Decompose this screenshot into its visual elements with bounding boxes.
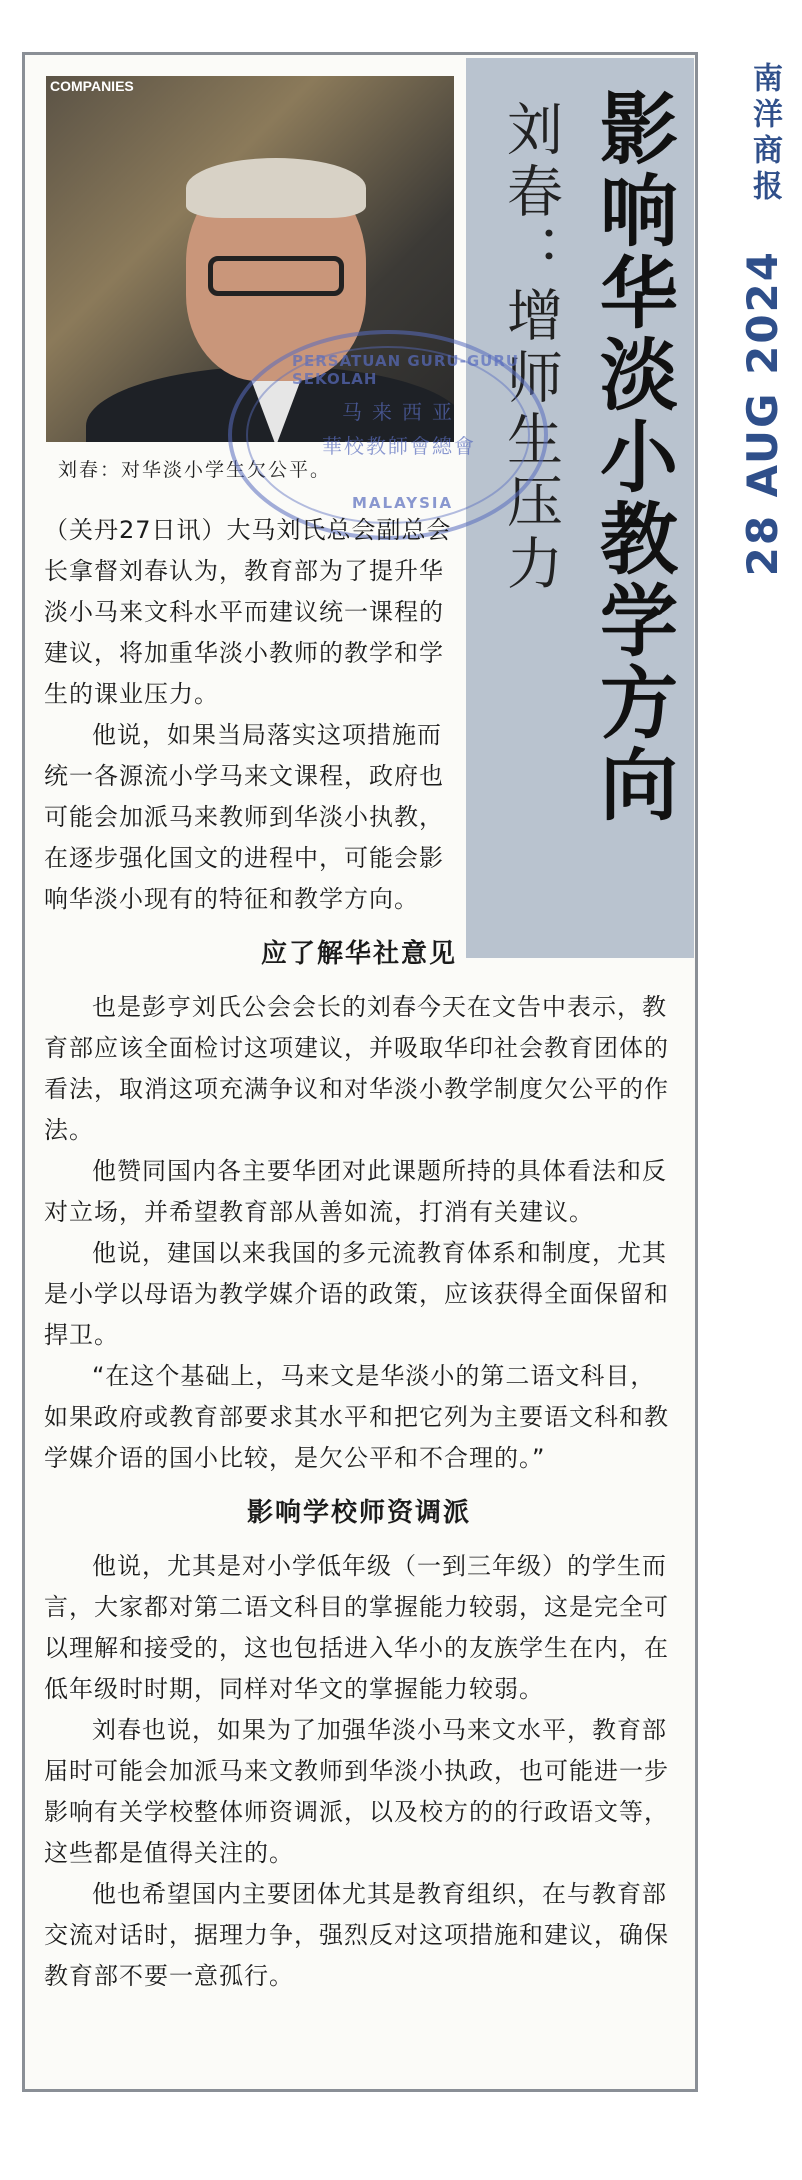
headline-sub: 刘春：增师生压力 bbox=[498, 100, 563, 596]
headline-main: 影响华淡小教学方向 bbox=[587, 88, 677, 826]
association-seal-stamp bbox=[228, 330, 548, 540]
hair-shape bbox=[186, 158, 366, 218]
glasses-icon bbox=[208, 256, 344, 296]
stamp-text-bottom: MALAYSIA bbox=[352, 494, 454, 512]
photo-caption: 刘春：对华淡小学生欠公平。 bbox=[58, 459, 332, 481]
article-body bbox=[44, 510, 674, 1997]
article-paragraph-9: 他也希望国内主要团体尤其是教育组织，在与教育部交流对话时，据理力争，强烈反对这项措施和建议，确保教育部不要一意孤行。 bbox=[44, 1880, 669, 1990]
article-paragraph-8: 刘春也说，如果为了加强华淡小马来文水平，教育部届时可能会加派马来文教师到华淡小执政，也可能进一步影响有关学校整体师资调派，以及校方的的行政语文等，这些都是值得关注的。 bbox=[44, 1716, 669, 1867]
stamp-text-chinese: 華校教師會總會 bbox=[322, 434, 476, 458]
article-paragraph-3: 也是彭亨刘氏公会会长的刘春今天在文告中表示，教育部应该全面检讨这项建议，并吸取华印社会教育团体的看法，取消这项充满争议和对华淡小教学制度欠公平的作法。 bbox=[44, 993, 669, 1144]
article-paragraph-4: 他赞同国内各主要华团对此课题所持的具体看法和反对立场，并希望教育部从善如流，打消有关建议。 bbox=[44, 1157, 667, 1226]
photo-background-sign: COMPANIES bbox=[50, 78, 134, 94]
article-paragraph-1: （关丹27日讯）大马刘氏总会副总会长拿督刘春认为，教育部为了提升华淡小马来文科水平而建议统一课程的建议，将加重华淡小教师的教学和学生的课业压力。 bbox=[44, 516, 452, 708]
stamp-text-middle: 马来西亚 bbox=[342, 400, 462, 424]
article-paragraph-5: 他说，建国以来我国的多元流教育体系和制度，尤其是小学以母语为教学媒介语的政策，应该获得全面保留和捍卫。 bbox=[44, 1239, 669, 1349]
publication-date: 28 AUG 2024 bbox=[738, 250, 787, 577]
newspaper-masthead: 南洋商报 bbox=[747, 62, 782, 206]
article-subheading-2: 影响学校师资调派 bbox=[246, 1498, 471, 1528]
article-subheading-1: 应了解华社意见 bbox=[260, 939, 457, 969]
article-paragraph-6: “在这个基础上，马来文是华淡小的第二语文科目，如果政府或教育部要求其水平和把它列为主要语文科和教学媒介语的国小比较，是欠公平和不合理的。” bbox=[44, 1362, 669, 1472]
article-paragraph-7: 他说，尤其是对小学低年级（一到三年级）的学生而言，大家都对第二语文科目的掌握能力较弱，这是完全可以理解和接受的，这也包括进入华小的友族学生在内，在低年级时时期，同样对华文的掌握能力较弱。 bbox=[44, 1552, 669, 1703]
stamp-text-top: PERSATUAN GURU-GURU SEKOLAH bbox=[292, 352, 520, 388]
article-paragraph-2: 他说，如果当局落实这项措施而统一各源流小学马来文课程，政府也可能会加派马来教师到华淡小执教，在逐步强化国文的进程中，可能会影响华淡小现有的特征和教学方向。 bbox=[44, 721, 444, 913]
